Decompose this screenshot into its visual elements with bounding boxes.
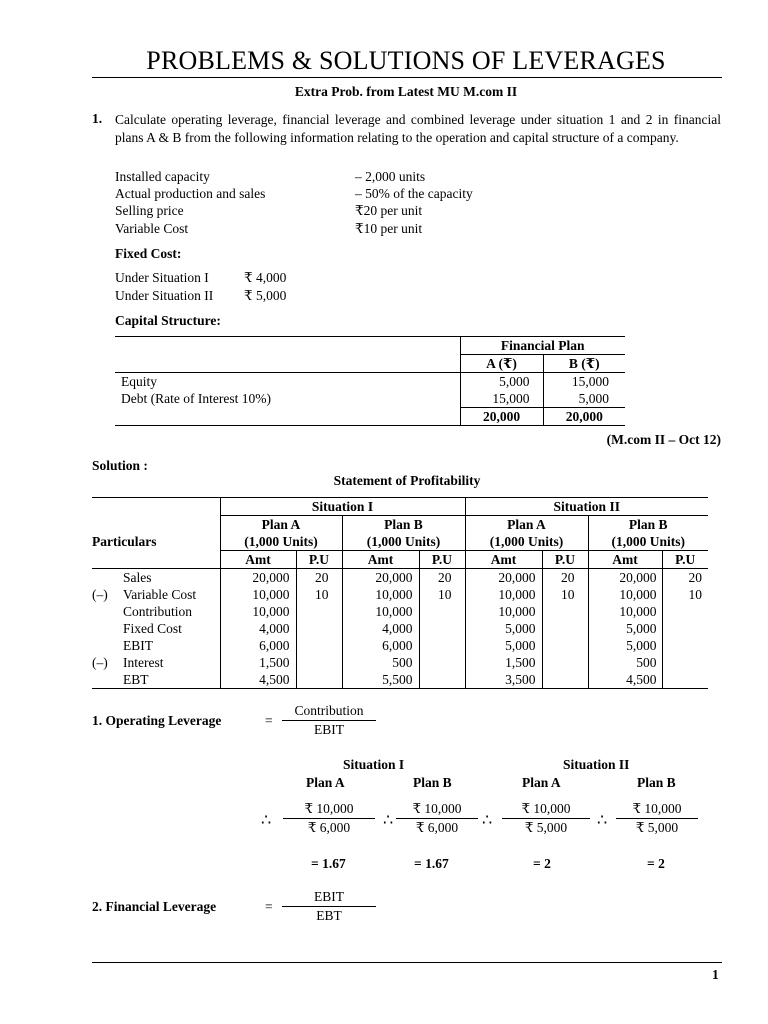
table-cell: 5,000	[588, 637, 662, 654]
formula-denominator: EBIT	[314, 722, 344, 737]
table-row	[92, 586, 708, 603]
ol-calc-s1-plan-a	[283, 801, 375, 836]
info-label-1: Installed capacity	[115, 169, 210, 184]
table-cell: 3,500	[465, 671, 542, 689]
pu-header: P.U	[662, 551, 708, 569]
particulars-cell	[92, 569, 220, 587]
info-label-2: Actual production and sales	[115, 186, 266, 201]
table-cell	[542, 654, 588, 671]
plan-b-header: B (₹)	[543, 355, 625, 373]
table-cell	[296, 637, 342, 654]
table-cell	[542, 603, 588, 620]
ol-result: = 1.67	[414, 856, 449, 871]
operating-leverage-label: 1. Operating Leverage	[92, 713, 222, 728]
profitability-table	[92, 497, 708, 689]
particulars-cell	[92, 637, 220, 654]
plan-a-label: Plan A	[522, 775, 561, 790]
situation-1-header: Situation I	[220, 498, 465, 516]
row-label: Variable Cost	[123, 586, 197, 602]
equals-sign: =	[265, 713, 273, 728]
particulars-header: Particulars	[92, 533, 157, 549]
table-cell: 10	[296, 586, 342, 603]
pu-header: P.U	[419, 551, 465, 569]
table-cell	[419, 620, 465, 637]
row-sign: (–)	[92, 586, 108, 602]
table-cell: 1,500	[465, 654, 542, 671]
pu-header: P.U	[542, 551, 588, 569]
table-cell	[296, 620, 342, 637]
question-number: 1.	[92, 111, 103, 126]
amt-header: Amt	[465, 551, 542, 569]
calc-denominator: ₹ 6,000	[415, 820, 459, 835]
pu-header: P.U	[296, 551, 342, 569]
table-row	[92, 637, 708, 654]
plan-a-header: Plan A	[220, 516, 342, 534]
table-cell	[542, 671, 588, 689]
table-row	[115, 408, 625, 426]
calc-numerator: ₹ 10,000	[283, 801, 375, 819]
row-label: EBT	[123, 671, 149, 687]
table-cell: 1,500	[220, 654, 296, 671]
page-number: 1	[712, 967, 719, 982]
table-cell	[542, 637, 588, 654]
calc-numerator: ₹ 10,000	[616, 801, 698, 819]
page-title: PROBLEMS & SOLUTIONS OF LEVERAGES	[146, 46, 666, 75]
table-cell	[662, 671, 708, 689]
particulars-cell	[92, 654, 220, 671]
capital-structure-table	[115, 336, 625, 426]
plan-b-label: Plan B	[413, 775, 452, 790]
table-cell	[419, 637, 465, 654]
table-cell: 10,000	[220, 586, 296, 603]
table-row	[92, 620, 708, 637]
footer-rule	[92, 962, 722, 963]
table-cell: 20	[662, 569, 708, 587]
operating-leverage-formula	[282, 703, 376, 738]
table-cell: 20,000	[465, 569, 542, 587]
table-cell	[542, 620, 588, 637]
question-text: Calculate operating leverage, financial leverage and combined leverage under situation 1 and 2 in financial plans A & B from the following information relating to the operation and capital structure of a company.	[115, 112, 721, 145]
calc-denominator: ₹ 5,000	[635, 820, 679, 835]
table-row	[92, 603, 708, 620]
table-cell	[296, 654, 342, 671]
units-header: (1,000 Units)	[588, 533, 708, 551]
table-cell: 4,500	[588, 671, 662, 689]
plan-a-header: A (₹)	[460, 355, 543, 373]
row-label: Contribution	[123, 603, 193, 619]
capital-cell: 5,000	[460, 373, 543, 391]
ol-result: = 2	[647, 856, 665, 871]
particulars-cell	[92, 586, 220, 603]
fixed-cost-heading: Fixed Cost:	[115, 246, 182, 261]
plan-b-header: Plan B	[588, 516, 708, 534]
info-value-2: – 50% of the capacity	[355, 186, 473, 201]
table-cell	[296, 603, 342, 620]
table-cell: 10,000	[220, 603, 296, 620]
table-row	[92, 671, 708, 689]
table-cell: 4,500	[220, 671, 296, 689]
particulars-cell	[92, 603, 220, 620]
table-cell: 500	[342, 654, 419, 671]
table-cell: 10	[662, 586, 708, 603]
calc-denominator: ₹ 6,000	[307, 820, 351, 835]
table-row	[115, 390, 625, 408]
row-label: EBIT	[123, 637, 153, 653]
info-value-3: ₹20 per unit	[355, 203, 423, 218]
plan-a-label: Plan A	[306, 775, 345, 790]
table-cell	[662, 603, 708, 620]
equals-sign: =	[265, 899, 273, 914]
table-cell: 20,000	[342, 569, 419, 587]
table-cell: 10,000	[588, 603, 662, 620]
table-cell: 10,000	[342, 603, 419, 620]
table-cell	[419, 603, 465, 620]
subtitle: Extra Prob. from Latest MU M.com II	[294, 84, 518, 99]
capital-cell: 5,000	[543, 390, 625, 408]
calc-numerator: ₹ 10,000	[502, 801, 590, 819]
table-cell: 10,000	[465, 586, 542, 603]
table-cell: 10,000	[588, 586, 662, 603]
particulars-cell	[92, 671, 220, 689]
therefore-symbol: ∴	[261, 812, 272, 829]
fixed-cost-label-1: Under Situation I	[115, 270, 209, 285]
table-cell: 4,000	[342, 620, 419, 637]
info-value-4: ₹10 per unit	[355, 221, 423, 236]
table-cell: 10,000	[342, 586, 419, 603]
question-source: (M.com II – Oct 12)	[606, 432, 721, 447]
amt-header: Amt	[342, 551, 419, 569]
therefore-symbol: ∴	[597, 812, 608, 829]
capital-row-label: Equity	[121, 373, 157, 389]
table-cell	[662, 637, 708, 654]
table-cell: 10,000	[465, 603, 542, 620]
row-sign: (–)	[92, 654, 108, 670]
table-cell	[662, 654, 708, 671]
amt-header: Amt	[588, 551, 662, 569]
table-cell	[419, 671, 465, 689]
capital-cell: 15,000	[543, 373, 625, 391]
therefore-symbol: ∴	[383, 812, 394, 829]
table-row	[92, 654, 708, 671]
capital-cell: 15,000	[460, 390, 543, 408]
fixed-cost-label-2: Under Situation II	[115, 288, 214, 303]
amt-header: Amt	[220, 551, 296, 569]
ol-result: = 1.67	[311, 856, 346, 871]
table-cell	[662, 620, 708, 637]
financial-leverage-label: 2. Financial Leverage	[92, 899, 217, 914]
table-cell: 10	[419, 586, 465, 603]
capital-row-label: Debt (Rate of Interest 10%)	[121, 390, 271, 406]
info-value-1: – 2,000 units	[355, 169, 426, 184]
info-label-4: Variable Cost	[115, 221, 189, 236]
units-header: (1,000 Units)	[465, 533, 588, 551]
row-label: Interest	[123, 654, 164, 670]
table-row	[92, 569, 708, 587]
table-cell: 20,000	[588, 569, 662, 587]
title-rule	[92, 77, 722, 78]
financial-plan-header: Financial Plan	[460, 337, 625, 355]
therefore-symbol: ∴	[482, 812, 493, 829]
table-row	[115, 373, 625, 391]
fixed-cost-value-2: ₹ 5,000	[244, 288, 287, 303]
calc-denominator: ₹ 5,000	[524, 820, 568, 835]
table-cell: 10	[542, 586, 588, 603]
financial-leverage-formula	[282, 889, 376, 924]
plan-b-label: Plan B	[637, 775, 676, 790]
table-cell: 5,000	[465, 620, 542, 637]
table-cell: 500	[588, 654, 662, 671]
capital-total-b: 20,000	[543, 408, 625, 426]
calc-numerator: ₹ 10,000	[396, 801, 478, 819]
info-label-3: Selling price	[115, 203, 184, 218]
capital-total-a: 20,000	[460, 408, 543, 426]
formula-numerator: Contribution	[282, 703, 376, 721]
table-cell: 5,000	[588, 620, 662, 637]
ol-calc-s2-plan-a	[502, 801, 590, 836]
table-cell: 20	[296, 569, 342, 587]
ol-result: = 2	[533, 856, 551, 871]
table-cell: 5,500	[342, 671, 419, 689]
fixed-cost-value-1: ₹ 4,000	[244, 270, 287, 285]
ol-calc-s2-plan-b	[616, 801, 698, 836]
units-header: (1,000 Units)	[220, 533, 342, 551]
row-label: Fixed Cost	[123, 620, 182, 636]
situation-2-label: Situation II	[563, 757, 630, 772]
formula-numerator: EBIT	[282, 889, 376, 907]
table-cell: 20	[542, 569, 588, 587]
ol-calc-s1-plan-b	[396, 801, 478, 836]
situation-1-label: Situation I	[343, 757, 405, 772]
plan-a-header: Plan A	[465, 516, 588, 534]
situation-2-header: Situation II	[465, 498, 708, 516]
units-header: (1,000 Units)	[342, 533, 465, 551]
plan-b-header: Plan B	[342, 516, 465, 534]
capital-structure-heading: Capital Structure:	[115, 313, 221, 328]
table-cell: 4,000	[220, 620, 296, 637]
row-label: Sales	[123, 569, 152, 585]
table-cell	[296, 671, 342, 689]
table-cell: 5,000	[465, 637, 542, 654]
statement-title: Statement of Profitability	[333, 473, 481, 488]
table-cell: 20,000	[220, 569, 296, 587]
table-cell: 6,000	[220, 637, 296, 654]
table-cell	[419, 654, 465, 671]
table-cell: 6,000	[342, 637, 419, 654]
particulars-cell	[92, 620, 220, 637]
formula-denominator: EBT	[316, 908, 342, 923]
table-cell: 20	[419, 569, 465, 587]
solution-heading: Solution :	[92, 458, 148, 473]
